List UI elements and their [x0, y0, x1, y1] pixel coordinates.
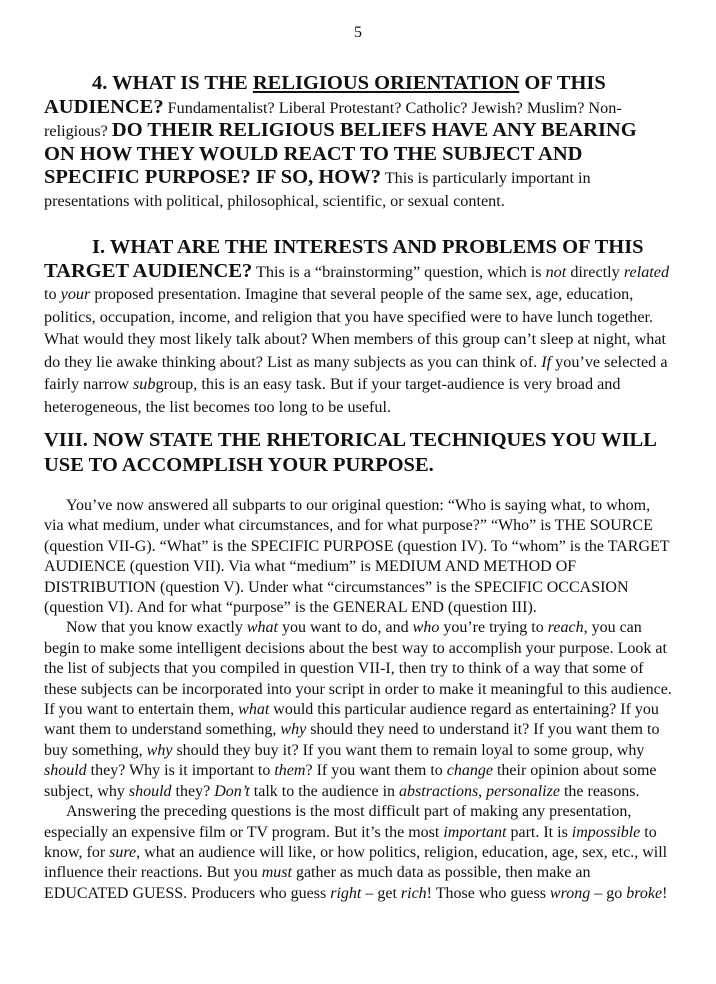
- emphasis: reach: [547, 619, 584, 637]
- section-4-heading-underlined: RELIGIOUS ORIENTATION: [252, 72, 520, 94]
- section-4-heading-part1: 4. WHAT IS THE: [92, 72, 253, 94]
- section-4-heading-part2: OF THIS: [519, 72, 606, 94]
- text-run: , you can begin to make some intelligent decisions about the best way to accomplish your purpose. Look at the list of subjects that you compiled in question VII-I, then try to think of a way that some of these subjects can be incorporated into your script in order to make it meaningful to this audience. If you want to entertain them,: [44, 619, 672, 719]
- emphasis: sure: [109, 843, 137, 861]
- emphasis: wrong: [549, 884, 591, 902]
- emphasis: should: [128, 782, 172, 800]
- text-run: their opinion about some subject, why: [44, 762, 657, 800]
- section-i-text: This is a “brainstorming” question, which is: [252, 262, 546, 281]
- text-run: they? Why is it important to: [86, 762, 275, 780]
- text-run: – go: [590, 884, 627, 902]
- text-run: ! Those who guess: [426, 884, 550, 902]
- section-4-heading-part3: AUDIENCE?: [44, 95, 164, 118]
- section-viii-body: [44, 496, 672, 904]
- emphasis: abstractions: [399, 782, 479, 800]
- emphasis: important: [443, 823, 507, 841]
- emphasis: Don’t: [214, 782, 250, 800]
- section-viii-paragraph-1: You’ve now answered all subparts to our original question: “Who is saying what, to whom, via what medium, under what circumstances, and for what purpose?” “Who” is THE SOURCE (question VII-G). “What” is the SPECIFIC PURPOSE (question IV). To “whom” is the TARGET AUDIENCE (question VII). Via what “medium” is MEDIUM AND METHOD OF DISTRIBUTION (question V). Under what “circumstances” is the SPECIFIC OCCASION (question VI). And for what “purpose” is the GENERAL END (question III).: [44, 497, 670, 617]
- section-viii-heading: VIII. NOW STATE THE RHETORICAL TECHNIQUES YOU WILL USE TO ACCOMPLISH YOUR PURPOSE.: [44, 429, 656, 476]
- section-viii-paragraph-2: [44, 618, 672, 802]
- section-4-heading-question: DO THEIR RELIGIOUS BELIEFS HAVE ANY BEARING ON HOW THEY WOULD REACT TO THE SUBJECT AND SPECIFIC PURPOSE? IF SO, HOW?: [44, 119, 637, 188]
- emphasis: your: [60, 285, 91, 303]
- text-run: talk to the audience in: [249, 782, 400, 800]
- section-viii-paragraph-3: [44, 802, 672, 904]
- section-i-text: group, this is an easy task. But if your target-audience is very broad and heterogeneous, the list becomes too long to be useful.: [44, 375, 621, 416]
- text-run: Now that you know exactly: [66, 619, 247, 637]
- text-run: would this particular audience regard as entertaining? If you want them to understand something,: [44, 701, 659, 739]
- emphasis: change: [446, 762, 493, 780]
- text-run: gather as much data as possible, then make an EDUCATED GUESS. Producers who guess: [44, 864, 591, 902]
- emphasis: what: [238, 701, 270, 719]
- page-number: 5: [354, 24, 362, 41]
- section-i-heading: I. WHAT ARE THE INTERESTS AND PROBLEMS OF THIS TARGET AUDIENCE?: [44, 236, 644, 282]
- text-run: ,: [478, 782, 487, 800]
- text-run: you’re trying to: [439, 619, 548, 637]
- text-run: to know, for: [44, 823, 657, 861]
- emphasis: If: [541, 352, 552, 371]
- section-i-paragraph: [44, 236, 672, 418]
- section-4-paragraph: [44, 72, 672, 212]
- emphasis: what: [246, 619, 278, 637]
- text-run: part. It is: [506, 823, 572, 841]
- section-4-text-2: This is particularly important in presentations with political, philosophical, scientific, or sexual content.: [44, 169, 591, 210]
- emphasis: personalize: [486, 782, 560, 800]
- emphasis: them: [274, 762, 306, 780]
- emphasis: not: [545, 262, 567, 281]
- text-run: Answering the preceding questions is the most difficult part of making any presentation, especially an expensive film or TV program. But it’s the most: [44, 803, 632, 841]
- section-4-text-1: Fundamentalist? Liberal Protestant? Catholic? Jewish? Muslim? Non-religious?: [44, 98, 622, 140]
- text-run: should they buy it? If you want them to remain loyal to some group, why: [172, 741, 645, 759]
- text-run: the reasons.: [559, 782, 640, 800]
- emphasis: right: [330, 884, 362, 902]
- emphasis: broke: [626, 884, 663, 902]
- text-run: you want to do, and: [277, 619, 413, 637]
- text-run: , what an audience will like, or how politics, religion, education, age, sex, etc., will influence their reactions. But you: [44, 843, 668, 882]
- section-i-text: to: [44, 285, 61, 303]
- emphasis: sub: [133, 375, 156, 393]
- emphasis: who: [412, 619, 440, 637]
- emphasis: related: [623, 262, 670, 281]
- emphasis: must: [261, 864, 292, 882]
- emphasis: impossible: [571, 823, 641, 841]
- text-run: they?: [171, 782, 215, 800]
- text-run: – get: [361, 884, 401, 902]
- section-i-text: directly: [566, 262, 624, 281]
- text-run: !: [662, 884, 668, 902]
- text-run: should they need to understand it? If you want them to buy something,: [44, 721, 660, 759]
- emphasis: why: [280, 721, 307, 739]
- emphasis: should: [44, 762, 87, 780]
- section-i-text: you’ve selected a fairly narrow: [44, 352, 668, 393]
- section-4-religious-orientation: [44, 72, 672, 212]
- section-i-interests: [44, 236, 672, 418]
- emphasis: why: [146, 741, 173, 759]
- text-run: ? If you want them to: [305, 762, 447, 780]
- section-i-text: proposed presentation. Imagine that several people of the same sex, age, education, politics, occupation, income, and religion that you have specified were to have lunch together. What would they most likely talk about? When members of this group can’t sleep at night, what do they lie awake thinking about? List as many subjects as you can think of.: [44, 285, 667, 371]
- section-viii-techniques: [44, 428, 672, 904]
- emphasis: rich: [400, 884, 427, 902]
